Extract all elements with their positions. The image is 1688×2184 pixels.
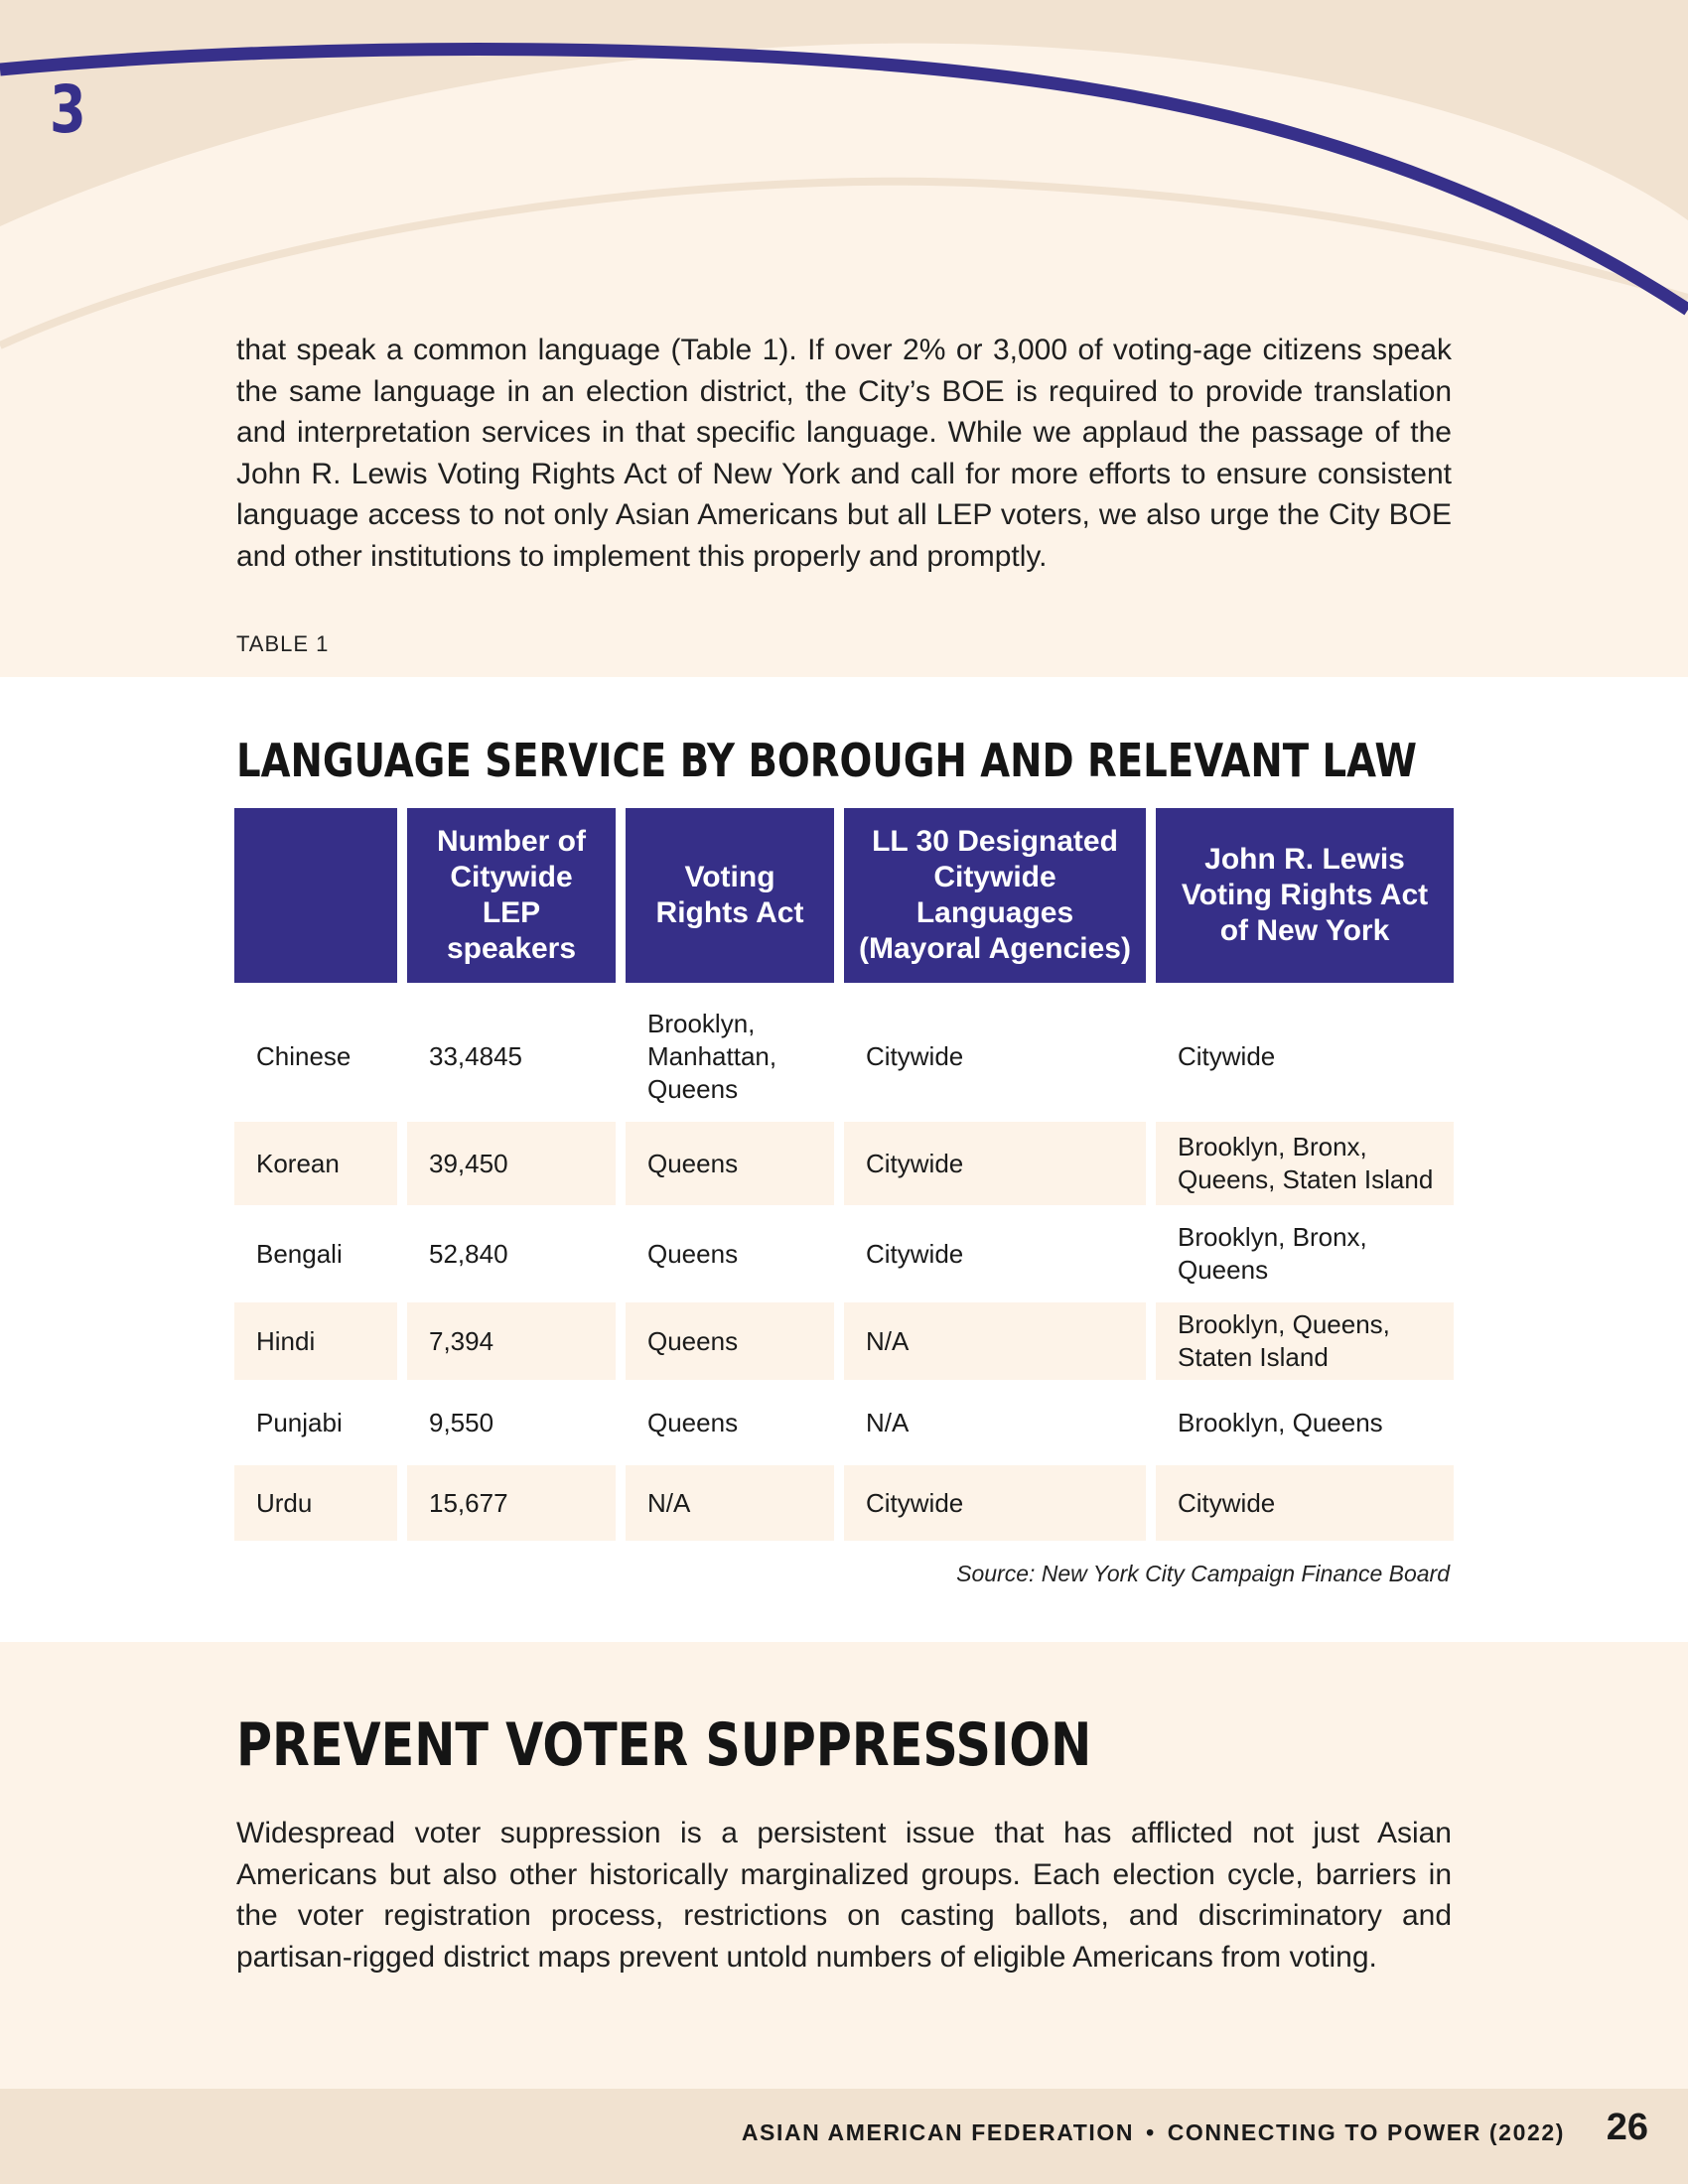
cell-language: Punjabi bbox=[256, 1407, 343, 1437]
table-label: TABLE 1 bbox=[236, 631, 330, 656]
table-header-row bbox=[234, 808, 1454, 983]
cell-voting-rights-act: Queens bbox=[626, 1302, 834, 1380]
cell-ll30: N/A bbox=[844, 1302, 1146, 1380]
cell-john-lewis-act: Brooklyn, Queens bbox=[1178, 1407, 1383, 1437]
intro-paragraph: that speak a common language (Table 1). If over 2% or 3,000 of voting-age citizens speak the same language in an election district, the City’s BOE is required to provide translation and interpretation services in that specific language. While we applaud the passage of the John R. Lewis Voting Rights Act of New York and call for more efforts to ensure consistent language access to not only Asian Americans but all LEP voters, we also urge the City BOE and other institutions to implement this properly and promptly. bbox=[236, 334, 1452, 573]
cell-language: Chinese bbox=[256, 1040, 352, 1071]
section-number: 3 bbox=[50, 71, 86, 148]
footer-organization: ASIAN AMERICAN FEDERATION bbox=[741, 2119, 1135, 2145]
section-paragraph: Widespread voter suppression is a persistent issue that has afflicted not just Asian Americans but also other historically marginalized groups. Each election cycle, barriers in the voter registration process, restrictions on casting ballots, and discriminatory and partisan-rigged district maps prevent untold numbers of eligible Americans from voting. bbox=[236, 1817, 1452, 1974]
cell-voting-rights-act: Brooklyn, Manhattan, Queens bbox=[647, 1008, 777, 1104]
header-ll30: LL 30 Designated Citywide Languages (Mayoral Agencies) bbox=[844, 808, 1146, 983]
table-row bbox=[234, 1205, 1454, 1302]
table-row bbox=[234, 1122, 1454, 1205]
cell-language: Bengali bbox=[256, 1238, 343, 1269]
cell-lep-speakers: 9,550 bbox=[429, 1407, 494, 1437]
cell-ll30: Citywide bbox=[844, 1122, 1146, 1205]
wave-band-tan bbox=[0, 0, 1688, 226]
language-service-table bbox=[224, 808, 1464, 1541]
header-language bbox=[234, 808, 397, 983]
cell-lep-speakers: 39,450 bbox=[407, 1122, 616, 1205]
header-john-lewis-act: John R. Lewis Voting Rights Act of New York bbox=[1156, 808, 1454, 983]
table-source-note: Source: New York City Campaign Finance Board bbox=[956, 1561, 1450, 1586]
cell-voting-rights-act: Queens bbox=[647, 1407, 739, 1437]
table-row bbox=[234, 1465, 1454, 1541]
cell-lep-speakers: 52,840 bbox=[429, 1238, 508, 1269]
header-wave-decoration bbox=[0, 0, 1688, 357]
cell-voting-rights-act: Queens bbox=[647, 1238, 739, 1269]
cell-voting-rights-act: N/A bbox=[626, 1465, 834, 1541]
cell-lep-speakers: 33,4845 bbox=[429, 1040, 522, 1071]
cell-language: Korean bbox=[234, 1122, 397, 1205]
wave-line-light bbox=[0, 182, 1688, 345]
cell-voting-rights-act: Queens bbox=[626, 1122, 834, 1205]
cell-lep-speakers: 15,677 bbox=[407, 1465, 616, 1541]
footer-separator: • bbox=[1146, 2119, 1156, 2145]
cell-john-lewis-act: Citywide bbox=[1156, 1465, 1454, 1541]
footer-publication: CONNECTING TO POWER (2022) bbox=[1167, 2119, 1565, 2145]
header-lep-speakers: Number of Citywide LEP speakers bbox=[407, 808, 616, 983]
cell-john-lewis-act: Citywide bbox=[1178, 1040, 1276, 1071]
cell-language: Urdu bbox=[234, 1465, 397, 1541]
cell-language: Hindi bbox=[234, 1302, 397, 1380]
cell-lep-speakers: 7,394 bbox=[407, 1302, 616, 1380]
table-row bbox=[234, 1302, 1454, 1380]
footer-text bbox=[742, 2119, 1565, 2146]
cell-john-lewis-act: Brooklyn, Queens, Staten Island bbox=[1156, 1302, 1454, 1380]
cell-ll30: N/A bbox=[866, 1407, 910, 1437]
header-voting-rights-act: Voting Rights Act bbox=[626, 808, 834, 983]
table-row bbox=[234, 991, 1454, 1122]
cell-john-lewis-act: Brooklyn, Bronx, Queens bbox=[1178, 1222, 1367, 1285]
cell-john-lewis-act: Brooklyn, Bronx, Queens, Staten Island bbox=[1156, 1122, 1454, 1205]
cell-ll30: Citywide bbox=[844, 1465, 1146, 1541]
section-heading: PREVENT VOTER SUPPRESSION bbox=[236, 1710, 1092, 1780]
table-row bbox=[234, 1380, 1454, 1465]
cell-ll30: Citywide bbox=[866, 1238, 964, 1269]
table-title: LANGUAGE SERVICE BY BOROUGH AND RELEVANT LAW bbox=[236, 734, 1417, 787]
cell-ll30: Citywide bbox=[866, 1040, 964, 1071]
page-number: 26 bbox=[1606, 2107, 1648, 2148]
